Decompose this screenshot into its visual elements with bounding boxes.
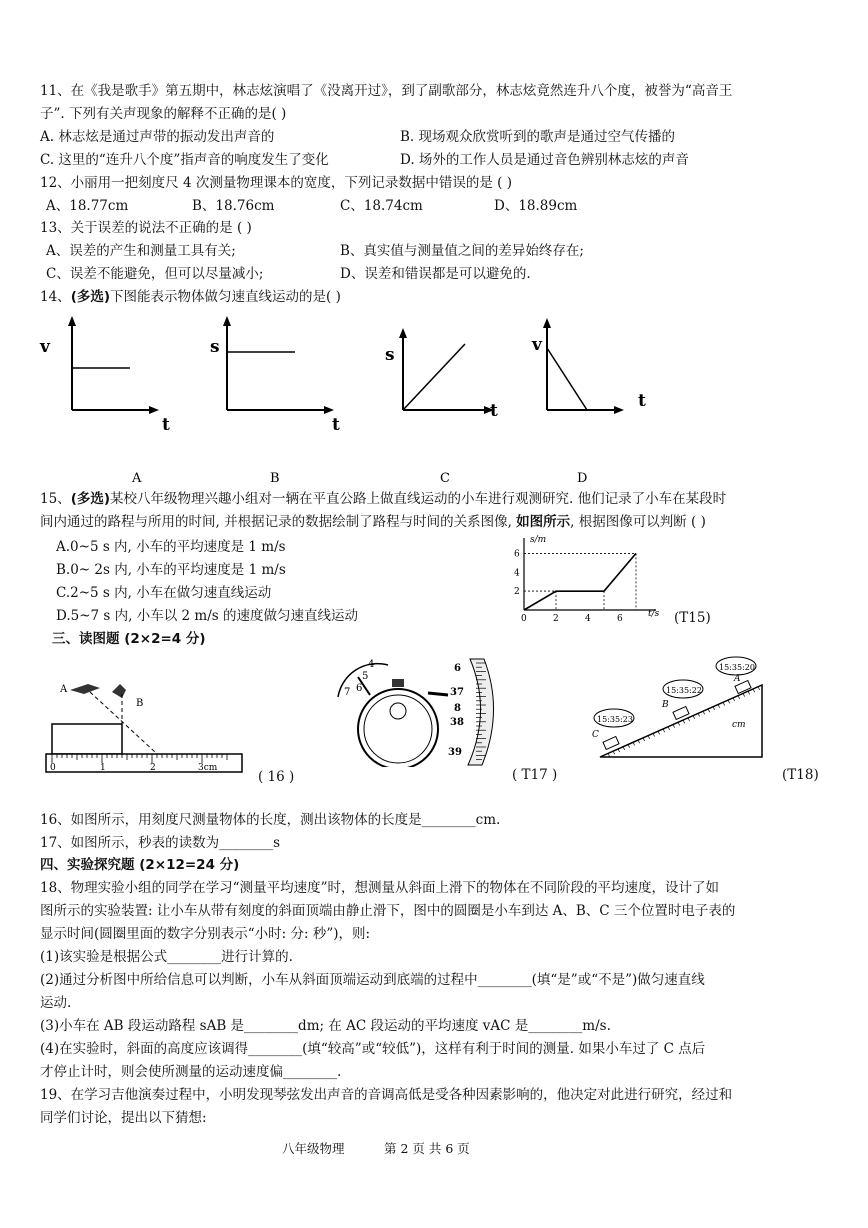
fig17-large-39: 39	[448, 747, 462, 758]
graph-d-xlabel: t	[638, 391, 646, 411]
t15-xtick: 6	[617, 614, 623, 624]
graph-d-letter: D	[577, 471, 588, 486]
graph-b-xlabel: t	[332, 415, 340, 435]
fig16-label: ( 16 )	[258, 769, 295, 785]
fig18-point-c: C	[592, 730, 599, 740]
q15-line2-part1: 间内通过的路程与所用的时间, 并根据记录的数据绘制了路程与时间的关系图像,	[40, 514, 517, 530]
fig18-cart-b	[673, 706, 689, 719]
fig16-object	[52, 724, 122, 754]
fig17-big-needle	[428, 693, 448, 695]
graph-a-x-arrow	[149, 406, 159, 414]
q15-option-c: C.2~5 s 内, 小车在做匀速直线运动	[56, 585, 272, 601]
fig18-label: (T18)	[782, 767, 819, 783]
graph-a-y-arrow	[68, 316, 76, 326]
q15-stem-line2	[40, 513, 706, 531]
fig16-point-b: B	[136, 698, 144, 709]
fig17-small-4: 4	[368, 659, 375, 670]
fig17-large-6: 6	[454, 663, 461, 674]
q11-option-a: A. 林志炫是通过声带的振动发出声音的	[40, 129, 275, 145]
q18-stem-line1: 18、物理实验小组的同学在学习“测量平均速度”时，想测量从斜面上滑下的物体在不同阶段的平均速度，设计了如	[40, 880, 719, 896]
q14-text: 下图能表示物体做匀速直线运动的是( )	[110, 289, 341, 305]
graph-a-xlabel: t	[162, 415, 170, 435]
t15-xtick: 0	[521, 614, 527, 624]
q19-stem-line1: 19、在学习吉他演奏过程中，小明发现琴弦发出声音的音调高低是受各种因素影响的，他决定对此进行研究，经过和	[40, 1087, 733, 1103]
q11-stem-line1: 11、在《我是歌手》第五期中，林志炫演唱了《没离开过》，到了副歌部分，林志炫竟然连升八个度，被誉为“高音王	[40, 83, 733, 99]
fig17-large-dial-strip	[468, 659, 494, 765]
graph-d-x-arrow	[614, 406, 624, 414]
q15-text: 某校八年级物理兴趣小组对一辆在平直公路上做直线运动的小车进行观测研究. 他们记录了小车在某段时	[110, 491, 727, 507]
fig17-small-7: 7	[344, 687, 351, 698]
section-4-title: 四、实验探究题 (2×12=24 分)	[40, 857, 240, 873]
graph-c-line	[403, 344, 465, 410]
t15-series-line	[524, 553, 636, 610]
t15-xlabel: t/s	[648, 609, 660, 619]
q13-stem: 13、关于误差的说法不正确的是 ( )	[40, 220, 252, 236]
q17-text: 17、如图所示，秒表的读数为________s	[40, 835, 281, 851]
t15-ytick: 2	[514, 587, 520, 598]
fig18-unit: cm	[732, 720, 746, 730]
q15-stem-line1	[40, 490, 726, 508]
fig17-label: ( T17 )	[512, 767, 558, 783]
graph-c-letter: C	[440, 471, 450, 486]
q18-part2-line1: (2)通过分析图中所给信息可以判断，小车从斜面顶端运动到底端的过程中________(填“是”或“不是”)做匀速直线	[40, 972, 705, 988]
fig18-incline-figure	[586, 655, 776, 760]
q15-option-a: A.0~5 s 内, 小车的平均速度是 1 m/s	[56, 539, 286, 555]
q18-stem-line2: 图所示的实验装置: 让小车从带有刻度的斜面顶端由静止滑下，图中的圆圈是小车到达 A、B、C 三个位置时电子表的	[40, 903, 736, 919]
fig17-watch-body	[358, 689, 438, 767]
q12-option-d: D、18.89cm	[494, 198, 578, 214]
graph-b-letter: B	[270, 471, 280, 486]
q11-option-b: B. 现场观众欣赏听到的歌声是通过空气传播的	[400, 129, 676, 145]
graph-d-ylabel: v	[532, 335, 542, 355]
fig17-small-6: 6	[356, 683, 363, 694]
fig16-tick-3: 3cm	[198, 763, 218, 773]
q12-option-a: A、18.77cm	[46, 198, 129, 214]
t15-ytick: 4	[514, 568, 520, 579]
footer-page-number: 第 2 页 共 6 页	[384, 1141, 470, 1156]
fig17-large-8: 8	[454, 703, 461, 714]
graph-c-ylabel: s	[385, 345, 395, 365]
q14-number: 14、	[40, 289, 71, 305]
t15-ytick: 6	[514, 549, 520, 560]
fig17-sub-dial	[390, 703, 406, 719]
graph-d-line	[547, 348, 587, 410]
t15-figure-label: (T15)	[674, 610, 711, 626]
q15-number: 15、	[40, 491, 71, 507]
q11-option-d: D. 场外的工作人员是通过音色辨别林志炫的声音	[400, 152, 689, 168]
q13-option-c: C、误差不能避免，但可以尽量减小;	[46, 266, 264, 282]
q18-part2-line2: 运动.	[40, 995, 72, 1011]
q13-option-b: B、真实值与测量值之间的差异始终存在;	[340, 243, 584, 259]
fig16-tick-0: 0	[50, 763, 56, 773]
q14-stem	[40, 288, 341, 306]
fig17-watch-face	[364, 695, 432, 763]
fig16-ruler-figure	[40, 670, 280, 782]
graph-b-x-arrow	[324, 406, 334, 414]
q15-option-d: D.5~7 s 内, 小车以 2 m/s 的速度做匀速直线运动	[56, 608, 358, 624]
q15-multi-tag: (多选)	[70, 491, 111, 507]
fig17-crown	[392, 679, 404, 687]
fig17-large-37: 37	[450, 687, 464, 698]
fig18-time-b: 15:35:22	[666, 686, 702, 695]
t15-chart	[508, 532, 668, 624]
graph-a-letter: A	[132, 471, 142, 486]
q18-stem-line3: 显示时间(圆圈里面的数字分别表示“小时: 分: 秒”)，则:	[40, 926, 371, 942]
q18-part4-line2: 才停止计时，则会使所测量的运动速度偏________.	[40, 1064, 342, 1080]
q13-option-d: D、误差和错误都是可以避免的.	[340, 266, 531, 282]
graph-c-xlabel: t	[490, 401, 498, 421]
graph-d-y-arrow	[543, 318, 551, 328]
q14-multi-tag: (多选)	[70, 289, 111, 305]
fig17-stopwatch-figure	[330, 655, 510, 767]
q18-part3: (3)小车在 AB 段运动路程 sAB 是________dm; 在 AC 段运动的平均速度 vAC 是________m/s.	[40, 1018, 611, 1034]
graph-c-y-arrow	[399, 328, 407, 338]
q15-option-b: B.0~ 2s 内, 小车的平均速度是 1 m/s	[56, 562, 286, 578]
q15-line2-part2: , 根据图像可以判断 ( )	[570, 514, 706, 530]
footer-subject: 八年级物理	[282, 1141, 345, 1156]
t15-xtick: 2	[553, 614, 559, 624]
fig18-point-b: B	[662, 700, 669, 710]
fig16-eye-b-icon	[112, 684, 126, 698]
graph-b-ylabel: s	[210, 337, 220, 357]
fig18-time-a: 15:35:20	[719, 663, 755, 672]
fig18-point-a: A	[734, 674, 741, 684]
q18-part1: (1)该实验是根据公式________进行计算的.	[40, 949, 293, 965]
fig16-eye-a-icon	[70, 684, 100, 694]
q13-option-a: A、误差的产生和测量工具有关;	[46, 243, 236, 259]
section-3-title: 三、读图题 (2×2=4 分)	[52, 631, 206, 647]
q19-stem-line2: 同学们讨论，提出以下猜想:	[40, 1110, 207, 1126]
q12-stem: 12、小丽用一把刻度尺 4 次测量物理课本的宽度，下列记录数据中错误的是 ( )	[40, 175, 512, 191]
t15-ylabel: s/m	[530, 535, 547, 545]
fig18-time-c: 15:35:23	[597, 715, 633, 724]
fig17-large-38: 38	[450, 717, 464, 728]
graph-b-y-arrow	[223, 316, 231, 326]
graph-a-ylabel: v	[40, 337, 50, 357]
fig18-cart-c	[603, 736, 619, 749]
fig16-tick-1: 1	[100, 763, 106, 773]
q18-part4-line1: (4)在实验时，斜面的高度应该调得________(填“较高”或“较低”)，这样有利于时间的测量. 如果小车过了 C 点后	[40, 1041, 706, 1057]
fig16-point-a: A	[60, 684, 68, 695]
q11-stem-line2: 子”. 下列有关声现象的解释不正确的是( )	[40, 106, 287, 122]
fig16-tick-2: 2	[150, 763, 156, 773]
q12-option-c: C、18.74cm	[340, 198, 423, 214]
q14-graphs	[30, 310, 690, 490]
t15-xtick: 4	[585, 614, 591, 624]
q16-text: 16、如图所示，用刻度尺测量物体的长度，测出该物体的长度是________cm.	[40, 812, 501, 828]
q11-option-c: C. 这里的“连升八个度”指声音的响度发生了变化	[40, 152, 329, 168]
q15-line2-bold: 如图所示	[516, 514, 571, 530]
fig17-small-5: 5	[362, 671, 369, 682]
q12-option-b: B、18.76cm	[192, 198, 275, 214]
